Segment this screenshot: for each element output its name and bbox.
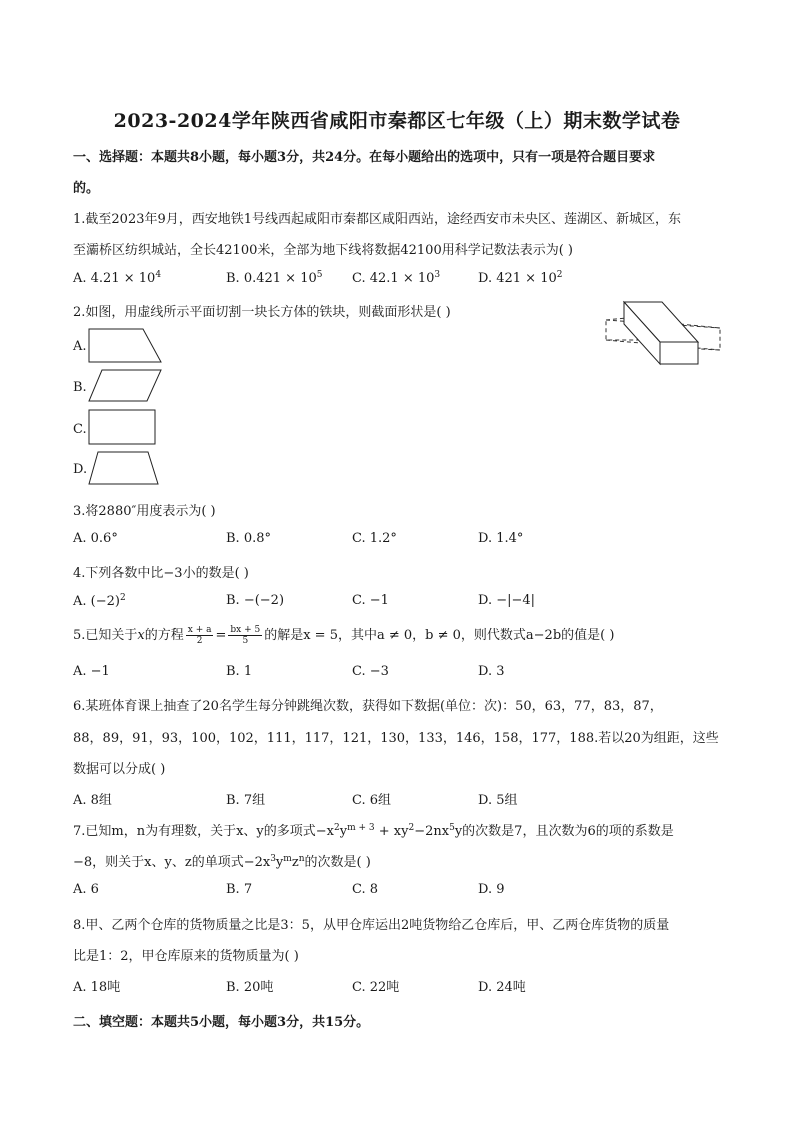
- q2-option-b-label: B.: [73, 380, 87, 395]
- q4-option-b: B. −(−2): [226, 593, 285, 608]
- q2-option-c-shape: [88, 409, 158, 445]
- q8-stem-line1: 8.甲、乙两个仓库的货物质量之比是3：5，从甲仓库运出2吨货物给乙仓库后，甲、乙两仓库货物的质量: [73, 918, 670, 933]
- q2-option-c-label: C.: [73, 422, 87, 437]
- q3-option-d: D. 1.4°: [478, 531, 524, 546]
- q1-stem-line2: 至灞桥区纺织城站，全长42100米，全部为地下线将数据42100用科学记数法表示为( ): [73, 243, 573, 258]
- q1-option-d: D. $421 \times 10^2$: [478, 270, 563, 286]
- q2-cuboid-figure: [600, 298, 730, 370]
- q7-option-d: D. 9: [478, 882, 505, 897]
- q1-option-a: A. $4.21 \times 10^4$: [73, 270, 162, 286]
- q2-stem: 2.如图，用虚线所示平面切割一块长方体的铁块，则截面形状是( ): [73, 305, 451, 320]
- q2-option-b-shape: [88, 369, 163, 403]
- q6-option-c: C. 6组: [352, 793, 392, 808]
- section-two-header: 二、填空题：本题共5小题，每小题3分，共15分。: [73, 1015, 370, 1030]
- q2-option-d-label: D.: [73, 462, 88, 477]
- q6-option-d: D. 5组: [478, 793, 518, 808]
- q5-stem: 5.已知关于x的方程 $\frac{x + a}{2}$ = $\frac{bx + 5}{5}$ 的解是x = 5，其中a ≠ 0，b ≠ 0，则代数式a−2b的值是( ): [73, 625, 615, 646]
- q4-option-c: C. −1: [352, 593, 389, 608]
- q4-option-d: D. −|−4|: [478, 593, 536, 608]
- q5-option-b: B. 1: [226, 664, 253, 679]
- q4-stem: 4.下列各数中比−3小的数是( ): [73, 566, 249, 581]
- q3-option-a: A. 0.6°: [73, 531, 118, 546]
- q2-option-d-shape: [88, 451, 160, 485]
- q4-option-a: A. $(-2)^2$: [73, 593, 126, 609]
- section-one-header-cont: 的。: [73, 181, 100, 196]
- q1-option-c: C. $42.1 \times 10^3$: [352, 270, 441, 286]
- q5-option-d: D. 3: [478, 664, 505, 679]
- cuboid-front: [660, 342, 698, 364]
- q7-option-a: A. 6: [73, 882, 99, 897]
- q2-option-a-shape: [88, 328, 163, 364]
- q7-stem-line2: −8，则关于x、y、z的单项式$-2x^3y^mz^n$的次数是( ): [73, 854, 371, 870]
- q3-option-c: C. 1.2°: [352, 531, 397, 546]
- q5-option-c: C. −3: [352, 664, 389, 679]
- q1-option-b: B. $0.421 \times 10^5$: [226, 270, 323, 286]
- q8-option-c: C. 22吨: [352, 980, 400, 995]
- page-title: 2023-2024学年陕西省咸阳市秦都区七年级（上）期末数学试卷: [113, 110, 681, 132]
- q3-option-b: B. 0.8°: [226, 531, 271, 546]
- q7-stem-line1: 7.已知m，n为有理数，关于x、y的多项式$-x^2y^{m + 3} + xy^2-2nx^5y$的次数是7，且次数为6的项的系数是: [73, 823, 674, 839]
- q3-stem: 3.将2880″用度表示为( ): [73, 504, 216, 519]
- q5-fraction-left: $\frac{x + a}{2}$: [187, 625, 212, 646]
- section-one-header: 一、选择题：本题共8小题，每小题3分，共24分。在每小题给出的选项中，只有一项是符合题目要求: [73, 150, 656, 165]
- q8-option-d: D. 24吨: [478, 980, 526, 995]
- q8-stem-line2: 比是1：2，甲仓库原来的货物质量为( ): [73, 949, 299, 964]
- q1-stem-line1: 1.截至2023年9月，西安地铁1号线西起咸阳市秦都区咸阳西站，途经西安市未央区、莲湖区、新城区，东: [73, 212, 682, 227]
- q7-option-c: C. 8: [352, 882, 379, 897]
- q8-option-a: A. 18吨: [73, 980, 121, 995]
- q6-stem-line3: 数据可以分成( ): [73, 762, 166, 777]
- q5-option-a: A. −1: [73, 664, 110, 679]
- q7-option-b: B. 7: [226, 882, 253, 897]
- q5-fraction-right: $\frac{bx + 5}{5}$: [230, 625, 261, 646]
- q2-option-a-label: A.: [73, 339, 87, 354]
- q6-option-b: B. 7组: [226, 793, 266, 808]
- q6-stem-line2: 88，89，91，93，100，102，111，117，121，130，133，146，158，177，188.若以20为组距，这些: [73, 731, 719, 746]
- q6-stem-line1: 6.某班体育课上抽查了20名学生每分钟跳绳次数，获得如下数据(单位：次)：50，63，77，83，87，: [73, 699, 663, 714]
- q8-option-b: B. 20吨: [226, 980, 274, 995]
- q6-option-a: A. 8组: [73, 793, 112, 808]
